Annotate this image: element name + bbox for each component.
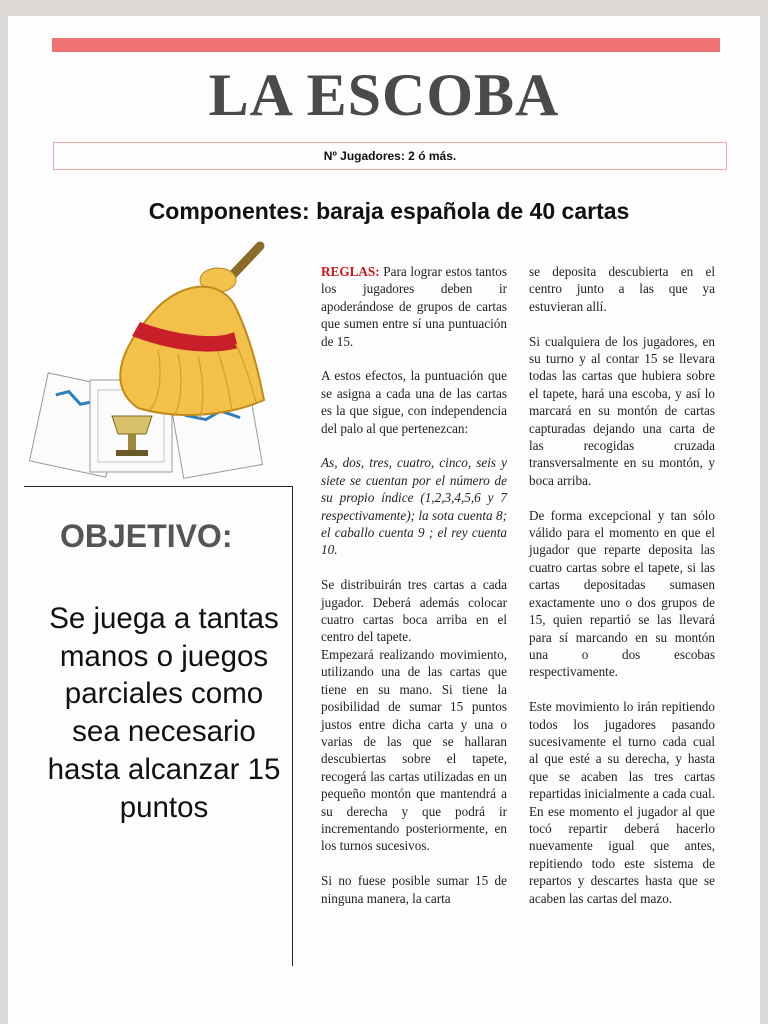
players-box: Nº Jugadores: 2 ó más. [53,142,727,170]
rules-paragraph-4: Se distribuirán tres cartas a cada jugador. Deberá además colocar cuatro cartas boca arriba en el centro del tapete. [321,577,507,645]
accent-bar [52,38,720,52]
rules-paragraph-8: Si cualquiera de los jugadores, en su turno y al contar 15 se llevara todas las cartas que hubiera sobre el tapete, hará una escoba, y así lo marcará en su montón de cartas capturadas dejando una carta de las recogidas cruzada transversalmente en su montón, y boca arriba. [529,333,715,488]
rules-paragraph-10: Este movimiento lo irán repitiendo todos los jugadores pasando sucesivamente el turno cada cual al que esté a su derecha, y hasta que se acaben las tres cartas repartidas inicialmente a cada cual. En ese momento el jugador al que tocó repartir deberá hacerlo nuevamente igual que antes, repitiendo todo este sistema de repartos y descartes hasta que se acaben las cartas del mazo. [529,699,715,906]
rules-paragraph-1 [321,263,507,350]
rules-paragraph-values: As, dos, tres, cuatro, cinco, seis y siete se cuentan por el número de su propio índice (1,2,3,4,5,6 y 7 respectivamente); la sota cuenta 8; el caballo cuenta 9 ; el rey cuenta 10. [321,455,507,558]
section-divider-vertical [292,486,293,966]
rules-label: REGLAS: [321,264,380,279]
broom-cards-illustration [28,240,278,480]
broom-icon [120,246,264,418]
rules-column-left [321,263,507,907]
objective-text: Se juega a tantas manos o juegos parciales como sea necesario hasta alcanzar 15 puntos [47,602,281,824]
rules-paragraph-7: se deposita descubierta en el centro junto a las que ya estuvieran allí. [529,264,715,314]
section-divider-horizontal [24,486,292,487]
rules-paragraph-2: A estos efectos, la puntuación que se asigna a cada una de las cartas es la que sigue, con independencia del palo al que pertenezcan: [321,368,507,436]
page-title: LA ESCOBA [208,62,560,128]
objective-heading: OBJETIVO: [60,518,233,554]
rules-paragraph-9: De forma excepcional y tan sólo válido para el momento en que el jugador que reparte deposita las cuatro cartas sobre el tapete, si las cartas depositadas sumasen exactamente uno o dos grupos de 15, quien repartió se las llevará para sí marcando en su montón una o dos escobas respectivamente. [529,507,715,680]
components-heading: Componentes: baraja española de 40 cartas [148,198,630,224]
rules-paragraph-6: Si no fuese posible sumar 15 de ninguna manera, la carta [321,873,507,906]
rules-text-1: Para lograr estos tantos los jugadores deben ir apoderándose de grupos de cartas que sumen entre sí una puntuación de 15. [321,264,507,349]
rules-paragraph-5: Empezará realizando movimiento, utilizando una de las cartas que tiene en su mano. Si tiene la posibilidad de sumar 15 puntos justos entre dicha carta y una o varias de las que se hallaran descubiertas sobre el tapete, recogerá las cartas utilizadas en un pequeño montón que mantendrá a su derecha y que podrá ir incrementando posteriormente, en los turnos sucesivos. [321,646,507,854]
rules-column-right [529,263,715,907]
